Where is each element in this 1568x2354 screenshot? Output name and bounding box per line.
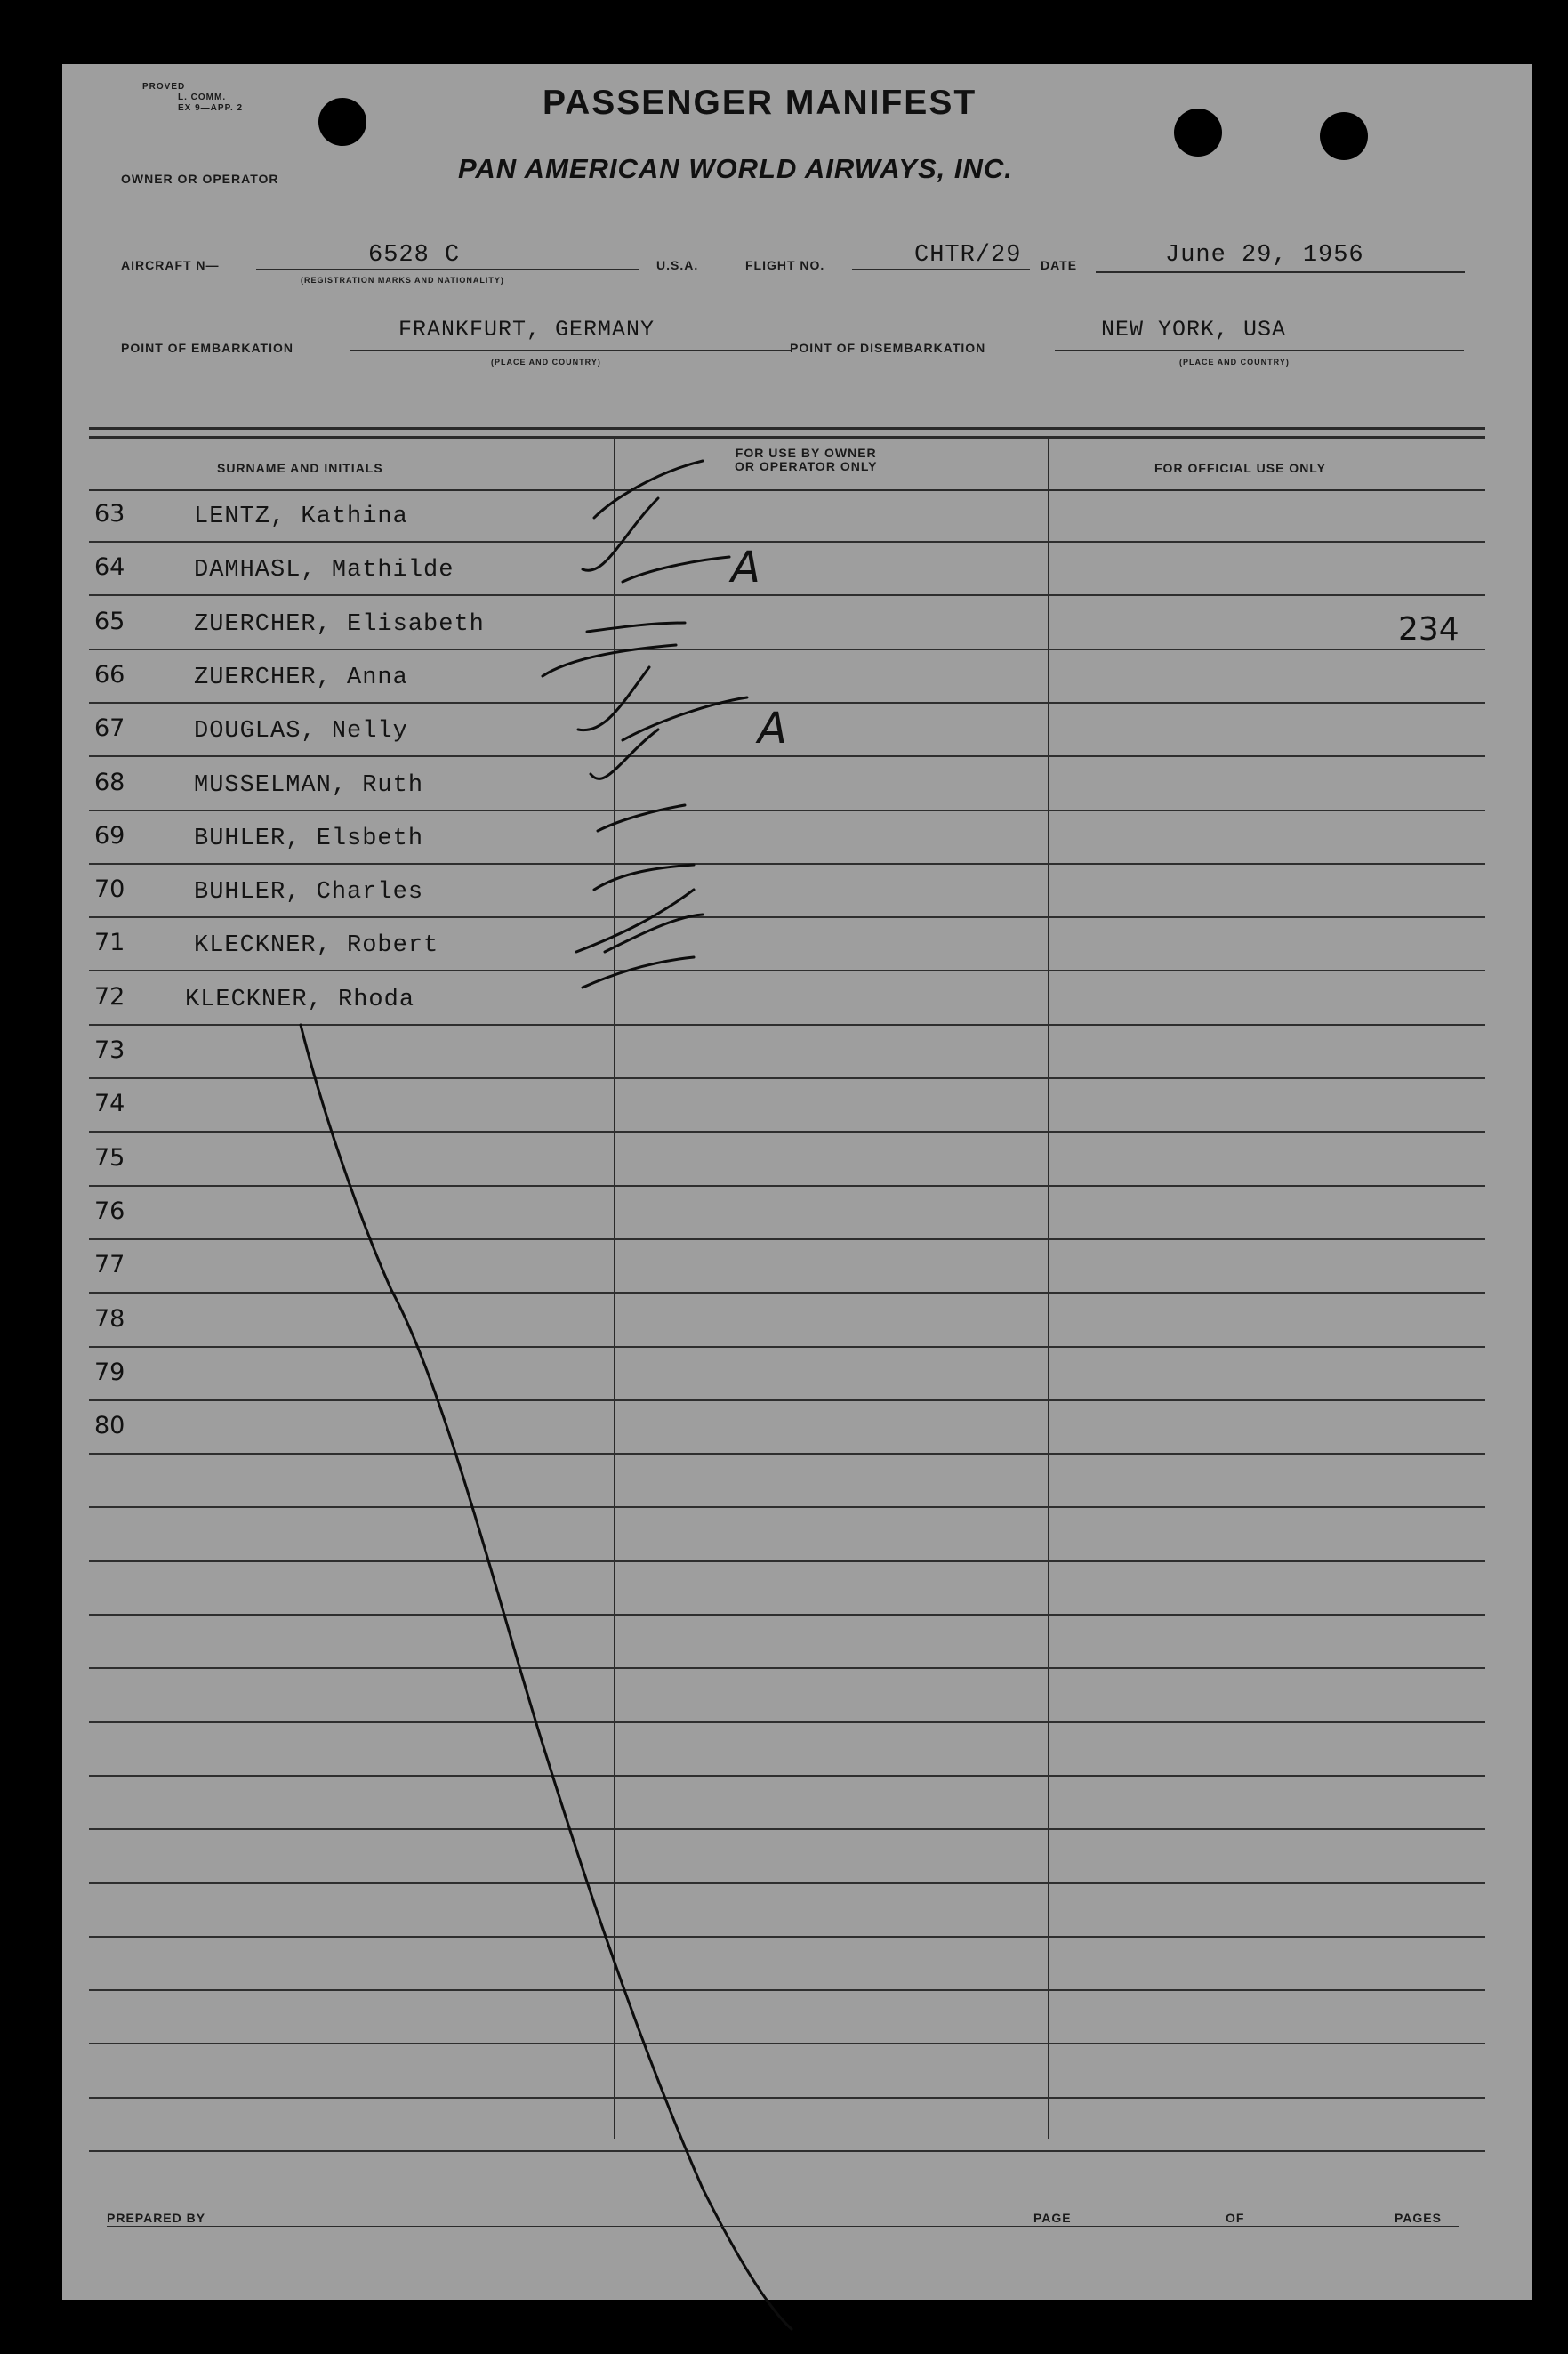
embarkation-value: FRANKFURT, GERMANY: [398, 317, 655, 343]
flight-label: FLIGHT NO.: [745, 258, 825, 272]
checkmark: [598, 805, 685, 831]
checkmark: [543, 645, 676, 676]
row-number: 79: [94, 1358, 125, 1386]
owner-mark: A: [758, 704, 787, 754]
row-number: 67: [94, 714, 125, 743]
usa-label: U.S.A.: [656, 258, 699, 272]
row-number: 63: [94, 500, 125, 528]
page-title: PASSENGER MANIFEST: [543, 84, 977, 122]
owner-label: OWNER OR OPERATOR: [121, 172, 279, 186]
embarkation-caption: (PLACE AND COUNTRY): [491, 358, 601, 367]
approval-stamp: PROVED L. COMM. EX 9—APP. 2: [142, 82, 244, 113]
date-label: DATE: [1041, 258, 1078, 272]
passenger-name: ZUERCHER, Anna: [194, 664, 408, 691]
row-number: 74: [94, 1090, 125, 1118]
passenger-name: BUHLER, Elsbeth: [194, 825, 424, 852]
diagonal-cancel-line: [301, 1025, 792, 2329]
col-header-owner: FOR USE BY OWNER OR OPERATOR ONLY: [735, 446, 878, 473]
passenger-name: ZUERCHER, Elisabeth: [194, 610, 485, 638]
row-number: 71: [94, 929, 125, 957]
row-number: 73: [94, 1036, 125, 1064]
checkmark: [587, 623, 685, 632]
passenger-name: LENTZ, Kathina: [194, 504, 408, 530]
of-label: OF: [1226, 2211, 1245, 2225]
aircraft-label: AIRCRAFT N—: [121, 258, 220, 272]
row-number: 64: [94, 553, 125, 582]
row-number: 76: [94, 1197, 125, 1225]
col-header-official: FOR OFFICIAL USE ONLY: [1154, 461, 1326, 475]
passenger-name: DOUGLAS, Nelly: [194, 718, 408, 746]
company-name: PAN AMERICAN WORLD AIRWAYS, INC.: [458, 153, 1013, 184]
checkmark: [623, 557, 729, 582]
passenger-name: KLECKNER, Rhoda: [185, 986, 415, 1013]
footer-rule: [107, 2226, 1459, 2227]
registration-caption: (REGISTRATION MARKS AND NATIONALITY): [301, 276, 504, 285]
embarkation-label: POINT OF EMBARKATION: [121, 341, 293, 355]
flight-value: CHTR/29: [914, 242, 1022, 269]
disembarkation-caption: (PLACE AND COUNTRY): [1179, 358, 1290, 367]
disembarkation-label: POINT OF DISEMBARKATION: [790, 341, 986, 355]
checkmark: [583, 957, 694, 988]
prepared-by-label: PREPARED BY: [107, 2211, 206, 2225]
checkmark: [578, 667, 649, 730]
checkmark: [623, 697, 747, 740]
row-number: 75: [94, 1143, 125, 1172]
col-header-names: SURNAME AND INITIALS: [217, 461, 383, 475]
row-number: 66: [94, 660, 125, 689]
page-label: PAGE: [1033, 2211, 1072, 2225]
disembarkation-value: NEW YORK, USA: [1101, 317, 1287, 343]
aircraft-value: 6528 C: [368, 242, 461, 269]
row-number: 78: [94, 1304, 125, 1333]
checkmark: [591, 730, 658, 778]
passenger-name: MUSSELMAN, Ruth: [194, 771, 424, 799]
pages-label: PAGES: [1395, 2211, 1442, 2225]
checkmark: [594, 865, 694, 890]
owner-mark: A: [731, 543, 760, 593]
date-value: June 29, 1956: [1165, 242, 1364, 269]
checkmark: [583, 498, 658, 570]
row-number: 70: [94, 875, 125, 904]
official-note: 234: [1398, 610, 1459, 648]
passenger-name: DAMHASL, Mathilde: [194, 557, 454, 584]
passenger-name: BUHLER, Charles: [194, 879, 424, 907]
row-number: 72: [94, 982, 125, 1011]
row-number: 69: [94, 821, 125, 850]
passenger-name: KLECKNER, Robert: [194, 932, 439, 960]
row-number: 65: [94, 607, 125, 635]
row-number: 80: [94, 1412, 125, 1440]
row-number: 77: [94, 1251, 125, 1279]
row-number: 68: [94, 768, 125, 796]
